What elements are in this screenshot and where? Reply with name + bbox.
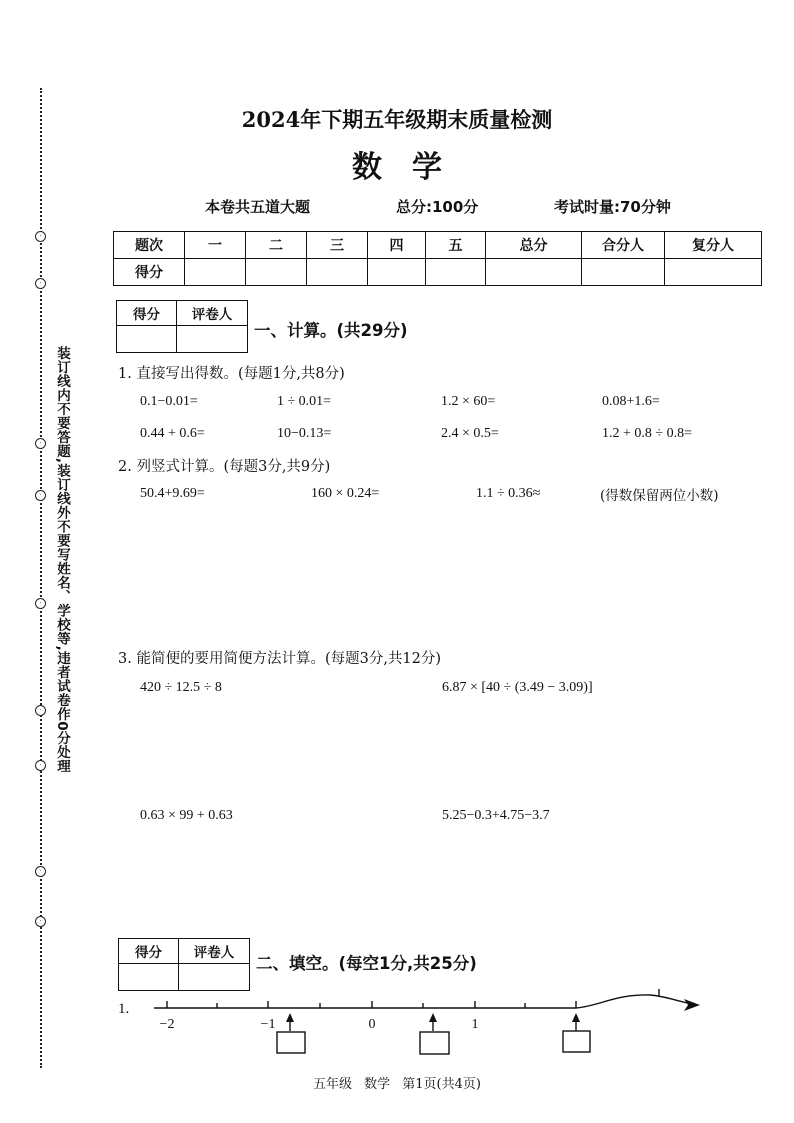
q2-item: 160 × 0.24= bbox=[311, 486, 380, 501]
binding-hole-icon: · bbox=[35, 231, 46, 242]
exam-total-score: 总分:100分 bbox=[396, 198, 479, 216]
number-line-answer-box bbox=[420, 1032, 449, 1054]
binding-hole-icon: · bbox=[35, 760, 46, 771]
q2-item: 50.4+9.69= bbox=[140, 486, 205, 501]
score-entry-cell[interactable] bbox=[246, 259, 307, 286]
score-header-cell: 复分人 bbox=[665, 232, 762, 259]
q3-item: 5.25−0.3+4.75−3.7 bbox=[442, 808, 550, 823]
number-line-pointer-head-icon bbox=[572, 1013, 580, 1022]
score-entry-cell[interactable] bbox=[307, 259, 368, 286]
binding-hole-icon: · bbox=[35, 278, 46, 289]
score-header-cell: 合分人 bbox=[582, 232, 665, 259]
section1-grader-box bbox=[116, 300, 248, 353]
score-entry-cell[interactable] bbox=[368, 259, 426, 286]
score-table bbox=[113, 231, 762, 286]
score-entry-cell[interactable] bbox=[582, 259, 665, 286]
score-table-header-row bbox=[114, 232, 762, 259]
q3-prompt: 3. 能简便的要用简便方法计算。(每题3分,共12分) bbox=[118, 651, 442, 667]
number-line-pointer-head-icon bbox=[286, 1013, 294, 1022]
q1-item: 10−0.13= bbox=[277, 426, 332, 441]
number-line-answer-box bbox=[277, 1032, 305, 1053]
number-line-label: −2 bbox=[159, 1017, 175, 1032]
q1-item: 2.4 × 0.5= bbox=[441, 426, 499, 441]
score-entry-cell[interactable] bbox=[185, 259, 246, 286]
grader-name-entry[interactable] bbox=[177, 326, 248, 353]
page-footer: 五年级 数学 第1页(共4页) bbox=[313, 1077, 481, 1092]
exam-title: 2024年下期五年级期末质量检测 bbox=[241, 107, 553, 132]
q3-item: 420 ÷ 12.5 ÷ 8 bbox=[140, 680, 222, 695]
binding-note: 装订线内不要答题,装订线外不要写姓名、学校等,违者试卷作0分处理 bbox=[54, 346, 70, 774]
binding-hole-icon: · bbox=[35, 705, 46, 716]
score-entry-cell[interactable] bbox=[665, 259, 762, 286]
section1-title: 一、计算。(共29分) bbox=[254, 321, 408, 340]
fill-q1-number: 1. bbox=[118, 1001, 130, 1017]
section2-grader-box bbox=[118, 938, 250, 991]
q1-item: 1.2 × 60= bbox=[441, 394, 496, 409]
q1-item: 0.44 + 0.6= bbox=[140, 426, 205, 441]
q1-item: 1.2 + 0.8 ÷ 0.8= bbox=[602, 426, 692, 441]
binding-hole-icon: · bbox=[35, 598, 46, 609]
q1-item: 0.1−0.01= bbox=[140, 394, 198, 409]
grader-score-label: 得分 bbox=[119, 939, 179, 964]
binding-hole-icon: · bbox=[35, 438, 46, 449]
q2-item: 1.1 ÷ 0.36≈ bbox=[476, 486, 541, 501]
number-line-label: 1 bbox=[471, 1017, 479, 1032]
q3-item: 0.63 × 99 + 0.63 bbox=[140, 808, 233, 823]
number-line-answer-box bbox=[563, 1031, 590, 1052]
grader-score-label: 得分 bbox=[117, 301, 177, 326]
score-entry-cell[interactable] bbox=[426, 259, 486, 286]
q2-prompt: 2. 列竖式计算。(每题3分,共9分) bbox=[118, 459, 331, 475]
q1-item: 0.08+1.6= bbox=[602, 394, 660, 409]
score-header-cell: 总分 bbox=[486, 232, 582, 259]
score-table-score-row bbox=[114, 259, 762, 286]
binding-hole-icon: · bbox=[35, 490, 46, 501]
score-header-cell: 三 bbox=[307, 232, 368, 259]
number-line-label: 0 bbox=[368, 1017, 376, 1032]
binding-hole-icon: · bbox=[35, 866, 46, 877]
q1-item: 1 ÷ 0.01= bbox=[277, 394, 332, 409]
score-entry-cell[interactable] bbox=[486, 259, 582, 286]
grader-score-entry[interactable] bbox=[117, 326, 177, 353]
grader-name-label: 评卷人 bbox=[177, 301, 248, 326]
section2-title: 二、填空。(每空1分,共25分) bbox=[256, 954, 477, 973]
score-header-cell: 题次 bbox=[114, 232, 185, 259]
score-header-cell: 四 bbox=[368, 232, 426, 259]
q3-item: 6.87 × [40 ÷ (3.49 − 3.09)] bbox=[442, 680, 593, 695]
exam-subject: 数学 bbox=[352, 150, 472, 185]
score-header-cell: 一 bbox=[185, 232, 246, 259]
number-line-arrowhead-icon bbox=[684, 999, 700, 1011]
score-row-label: 得分 bbox=[114, 259, 185, 286]
number-line-label: −1 bbox=[260, 1017, 276, 1032]
grader-name-label: 评卷人 bbox=[179, 939, 250, 964]
number-line-figure bbox=[140, 985, 720, 1065]
number-line-pointer-head-icon bbox=[429, 1013, 437, 1022]
exam-parts-info: 本卷共五道大题 bbox=[205, 198, 311, 216]
q1-prompt: 1. 直接写出得数。(每题1分,共8分) bbox=[118, 366, 345, 382]
score-header-cell: 二 bbox=[246, 232, 307, 259]
exam-time-limit: 考试时量:70分钟 bbox=[554, 198, 671, 216]
q2-rounding-note: (得数保留两位小数) bbox=[600, 488, 719, 504]
binding-hole-icon: · bbox=[35, 916, 46, 927]
score-header-cell: 五 bbox=[426, 232, 486, 259]
